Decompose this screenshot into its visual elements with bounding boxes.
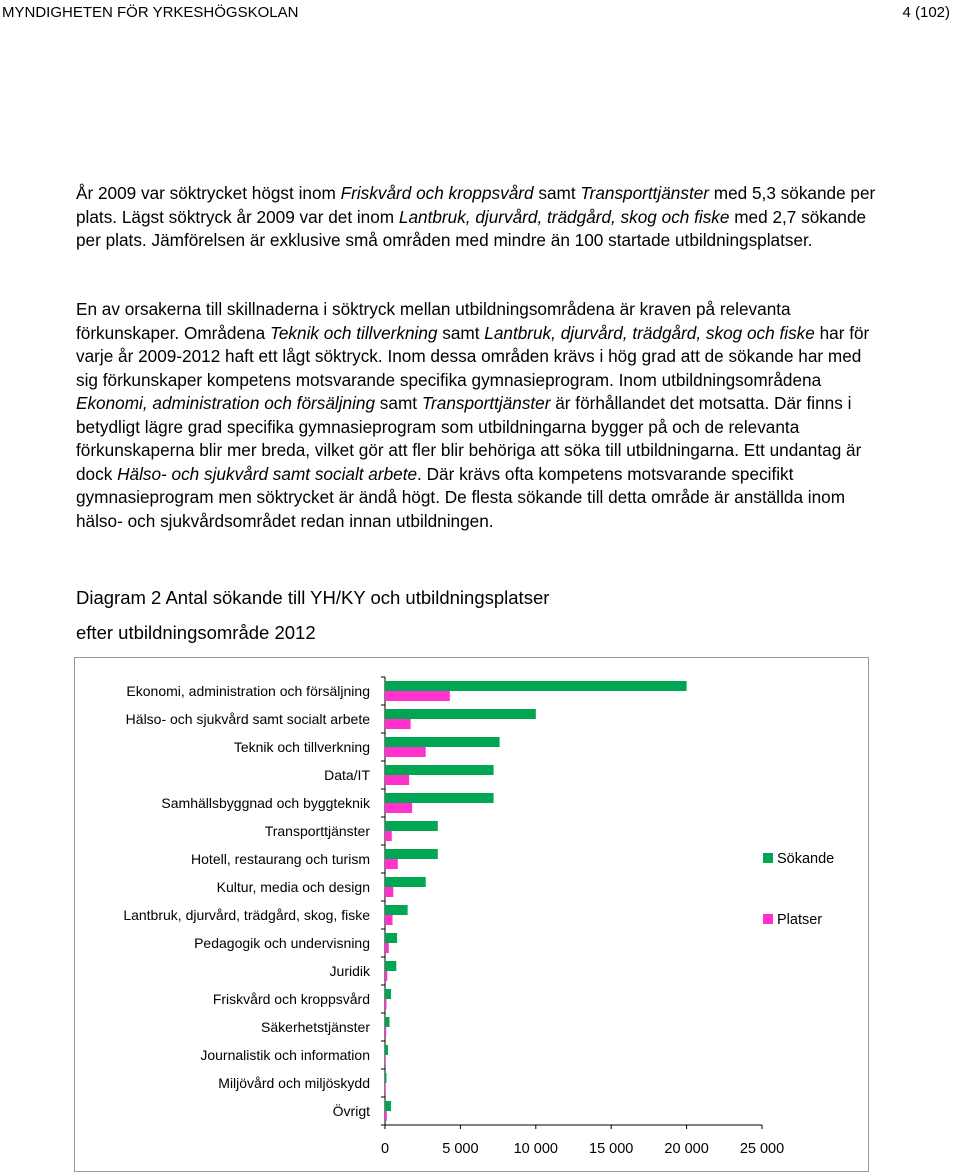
text-run: har för varje år 2009-2012 haft ett lågt söktryck. Inom dessa områden krävs i hög grad att de sökande har med sig förkunskaper kompetens motsvarande specifika gymnasieprogram. Inom utbildningsområdena — [76, 322, 870, 390]
category-label: Hotell, restaurang och turism — [191, 851, 370, 867]
category-label: Lantbruk, djurvård, trädgård, skog, fiske — [123, 907, 370, 923]
bar-platser — [385, 831, 392, 841]
category-label: Transporttjänster — [264, 823, 370, 839]
text-run-italic: Teknik och tillverkning — [269, 322, 438, 343]
category-label: Kultur, media och design — [216, 879, 370, 895]
legend-label-sokande: Sökande — [777, 851, 835, 867]
x-tick-label: 20 000 — [664, 1141, 709, 1157]
x-tick-label: 5 000 — [442, 1141, 479, 1157]
category-label: Säkerhetstjänster — [261, 1019, 370, 1035]
text-run: samt — [375, 393, 422, 413]
bar-platser — [385, 691, 450, 701]
bar-platser — [385, 747, 426, 757]
category-label: Övrigt — [332, 1103, 370, 1119]
bar-platser — [385, 775, 409, 785]
category-label: Juridik — [329, 963, 370, 979]
bar-sokande — [385, 793, 494, 803]
legend-item-platser — [763, 912, 822, 928]
bar-platser — [385, 1111, 387, 1121]
bar-sokande — [385, 1045, 388, 1055]
agency-header: MYNDIGHETEN FÖR YRKESHÖGSKOLAN — [2, 4, 299, 21]
bar-sokande — [385, 681, 687, 691]
x-tick-label: 25 000 — [739, 1141, 785, 1157]
category-label: Data/IT — [324, 767, 370, 783]
text-run: med 2,7 sökande per plats. Jämförelsen är exklusive små områden med mindre än 100 startade utbildningsplatser. — [76, 206, 867, 250]
bar-sokande — [385, 877, 426, 887]
text-run: med 5,3 sökande per plats. Lägst söktryck år 2009 var det inom — [76, 183, 876, 227]
bar-platser — [385, 1055, 386, 1065]
category-label: Ekonomi, administration och försäljning — [126, 683, 370, 699]
bar-platser — [385, 971, 387, 981]
text-run: är förhållandet det motsatta. Där finns i betydligt lägre grad specifika gymnasieprogram som utbildningarna bygger på och de relevanta förkunskaperna blir mer breda, vilket gör att fler blir behöriga att söka till utbildningarna. Ett undantag är dock — [76, 393, 862, 484]
bar-sokande — [385, 933, 397, 943]
legend-swatch-platser — [763, 914, 773, 924]
legend-swatch-sokande — [763, 853, 773, 863]
bar-sokande — [385, 709, 536, 719]
bar-platser — [385, 719, 411, 729]
bar-sokande — [385, 1073, 387, 1083]
bar-sokande — [385, 989, 391, 999]
bar-platser — [385, 887, 393, 897]
bar-sokande — [385, 961, 396, 971]
legend-label-platser: Platser — [777, 912, 823, 928]
diagram-title: Diagram 2 Antal sökande till YH/KY och utbildningsplatser — [76, 587, 550, 608]
legend-item-sokande — [763, 851, 834, 867]
bar-platser — [385, 859, 398, 869]
text-run-italic: Friskvård och kroppsvård — [340, 183, 534, 203]
bar-sokande — [385, 1101, 391, 1111]
x-tick-label: 0 — [380, 1141, 390, 1157]
text-run: År 2009 var söktrycket högst inom — [76, 183, 341, 203]
x-tick-label: 10 000 — [513, 1141, 558, 1157]
category-label: Miljövård och miljöskydd — [218, 1075, 370, 1091]
category-label: Hälso- och sjukvård samt socialt arbete — [125, 711, 370, 727]
text-run-italic: Ekonomi, administration och försäljning — [76, 393, 376, 413]
text-run-italic: Lantbruk, djurvård, trädgård, skog och fiske — [398, 206, 730, 227]
diagram-subtitle: efter utbildningsområde 2012 — [76, 622, 316, 643]
text-run-italic: Transporttjänster — [421, 393, 551, 413]
text-run: samt — [437, 322, 485, 343]
category-label: Friskvård och kroppsvård — [212, 991, 370, 1007]
bar-platser — [385, 999, 387, 1009]
text-run-italic: Transporttjänster — [580, 183, 710, 203]
category-label: Journalistik och information — [200, 1047, 370, 1063]
bar-sokande — [385, 905, 408, 915]
text-run: . Där krävs ofta kompetens motsvarande specifikt gymnasieprogram men söktrycket är ändå högt. De flesta sökande till detta område är anställda inom hälso- och sjukvårdsområdet redan innan utbildningen. — [76, 463, 846, 531]
bar-sokande — [385, 849, 438, 859]
bar-platser — [385, 803, 412, 813]
bar-sokande — [385, 821, 438, 831]
text-run: En av orsakerna till skillnaderna i söktryck mellan utbildningsområdena är kraven på relevanta förkunskaper. Områdena — [76, 299, 791, 343]
text-run-italic: Hälso- och sjukvård samt socialt arbete — [117, 463, 418, 484]
category-label: Samhällsbyggnad och byggteknik — [161, 795, 370, 811]
text-run-italic: Lantbruk, djurvård, trädgård, skog och fiske — [484, 322, 815, 343]
bar-sokande — [385, 737, 500, 747]
bar-platser — [385, 915, 393, 925]
category-label: Pedagogik och undervisning — [194, 935, 370, 951]
bar-platser — [385, 943, 389, 953]
text-run: samt — [533, 183, 581, 203]
page-number: 4 (102) — [902, 4, 950, 21]
bar-platser — [385, 1083, 386, 1093]
bar-platser — [385, 1027, 386, 1037]
bar-sokande — [385, 1017, 390, 1027]
category-label: Teknik och tillverkning — [233, 739, 370, 755]
x-tick-label: 15 000 — [589, 1141, 634, 1157]
bar-sokande — [385, 765, 494, 775]
